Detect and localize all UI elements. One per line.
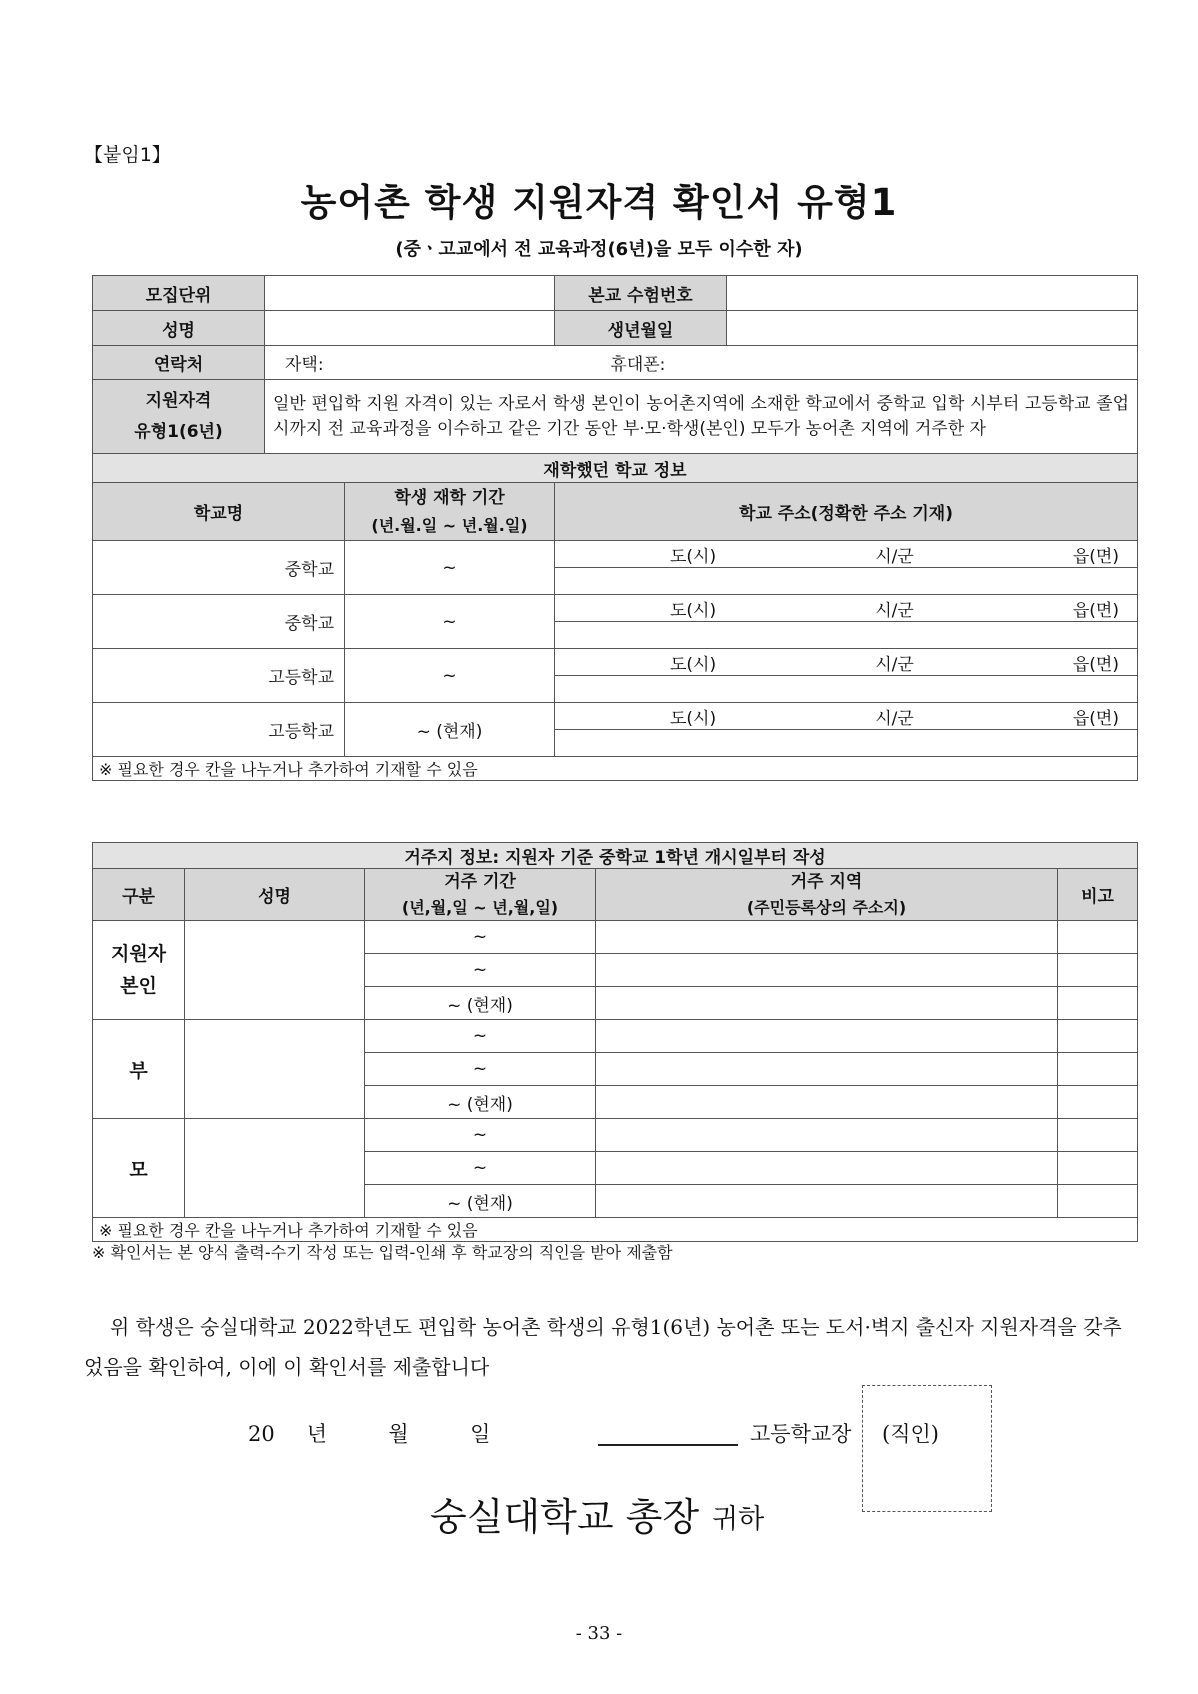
- province-label: 도(시): [670, 600, 717, 621]
- residence-period-cell[interactable]: ~: [365, 954, 596, 987]
- school-address-header: 학교 주소(정확한 주소 기재): [555, 483, 1138, 541]
- province-label: 도(시): [670, 654, 717, 675]
- resident-name-header: 성명: [185, 869, 365, 921]
- residence-region-cell[interactable]: [596, 1185, 1058, 1218]
- city-label: 시/군: [875, 654, 914, 675]
- school-name-cell[interactable]: 중학교: [93, 595, 345, 649]
- date-day-unit: 일: [470, 1422, 491, 1446]
- residence-period-cell[interactable]: ~: [365, 1053, 596, 1086]
- residence-period-cell[interactable]: ~: [365, 1020, 596, 1053]
- resident-name-cell[interactable]: [185, 921, 365, 1020]
- residence-period-cell[interactable]: ~: [365, 921, 596, 954]
- mother-group-label: 모: [93, 1119, 185, 1218]
- seal-label: (직인): [882, 1422, 939, 1446]
- city-label: 시/군: [875, 708, 914, 729]
- school-note: ※ 필요한 경우 칸을 나누거나 추가하여 기재할 수 있음: [93, 757, 1138, 781]
- remark-cell[interactable]: [1058, 987, 1138, 1020]
- residence-region-cell[interactable]: [596, 1053, 1058, 1086]
- remark-cell[interactable]: [1058, 921, 1138, 954]
- study-period-cell[interactable]: ~: [345, 595, 555, 649]
- school-address-region[interactable]: [555, 595, 1138, 622]
- name-field[interactable]: [265, 311, 555, 346]
- remark-cell[interactable]: [1058, 1086, 1138, 1119]
- exam-number-label: 본교 수험번호: [555, 276, 727, 311]
- residence-region-cell[interactable]: [596, 1020, 1058, 1053]
- type-header: 구분: [93, 869, 185, 921]
- date-year-unit: 년: [306, 1422, 327, 1446]
- birthdate-label: 생년월일: [555, 311, 727, 346]
- mobile-phone-label: 휴대폰:: [610, 355, 666, 375]
- residence-table: [92, 842, 1138, 1242]
- recruit-unit-field[interactable]: [265, 276, 555, 311]
- qualification-text: 일반 편입학 지원 자격이 있는 자로서 학생 본인이 농어촌지역에 소재한 학교에서 중학교 입학 시부터 고등학교 졸업 시까지 전 교육과정을 이수하고 같은 기간 동안 부·모·학생(본인) 모두가 농어촌 지역에 거주한 자: [265, 380, 1138, 454]
- remark-cell[interactable]: [1058, 1053, 1138, 1086]
- page-number: - 33 -: [575, 1623, 623, 1644]
- recruit-unit-label: 모집단위: [93, 276, 265, 311]
- school-address-detail[interactable]: [555, 622, 1138, 649]
- residence-region-cell[interactable]: [596, 954, 1058, 987]
- remark-header: 비고: [1058, 869, 1138, 921]
- residence-note: ※ 필요한 경우 칸을 나누거나 추가하여 기재할 수 있음: [93, 1218, 1138, 1242]
- residence-region-cell[interactable]: [596, 1119, 1058, 1152]
- study-period-header-line1: 학생 재학 기간: [394, 487, 505, 508]
- residence-region-cell[interactable]: [596, 987, 1058, 1020]
- city-label: 시/군: [875, 546, 914, 567]
- applicant-group-label-line2: 본인: [120, 975, 157, 997]
- contact-field[interactable]: [265, 346, 1138, 380]
- page-subtitle: (중ㆍ고교에서 전 교육과정(6년)을 모두 이수한 자): [395, 239, 803, 260]
- remark-cell[interactable]: [1058, 1020, 1138, 1053]
- remark-cell[interactable]: [1058, 1152, 1138, 1185]
- school-name-cell[interactable]: 고등학교: [93, 703, 345, 757]
- applicant-school-table: [92, 275, 1138, 781]
- name-label: 성명: [93, 311, 265, 346]
- school-address-region[interactable]: [555, 649, 1138, 676]
- footer-note: ※ 확인서는 본 양식 출력-수기 작성 또는 입력-인쇄 후 학교장의 직인을 받아 제출함: [92, 1243, 673, 1262]
- residence-region-header-line2: (주민등록상의 주소지): [746, 897, 907, 917]
- school-name-cell[interactable]: 중학교: [93, 541, 345, 595]
- residence-region-cell[interactable]: [596, 921, 1058, 954]
- residence-region-cell[interactable]: [596, 1086, 1058, 1119]
- applicant-group-label-line1: 지원자: [110, 943, 167, 965]
- province-label: 도(시): [670, 546, 717, 567]
- attachment-label: 【붙임1】: [84, 144, 171, 166]
- school-section-title: 재학했던 학교 정보: [93, 454, 1138, 483]
- study-period-header-line2: (년.월.일 ~ 년.월.일): [371, 515, 528, 535]
- residence-period-cell[interactable]: ~ (현재): [365, 987, 596, 1020]
- town-label: 읍(면): [1072, 708, 1119, 729]
- school-address-detail[interactable]: [555, 568, 1138, 595]
- home-phone-label: 자택:: [285, 355, 324, 375]
- page-title: 농어촌 학생 지원자격 확인서 유형1: [300, 181, 898, 224]
- qualification-label-line2: 유형1(6년): [134, 421, 223, 442]
- town-label: 읍(면): [1072, 546, 1119, 567]
- qualification-label-line1: 지원자격: [145, 390, 212, 411]
- date-month-unit: 월: [388, 1422, 409, 1446]
- resident-name-cell[interactable]: [185, 1119, 365, 1218]
- study-period-header: [345, 483, 555, 541]
- contact-label: 연락처: [93, 346, 265, 380]
- residence-period-header-line1: 거주 기간: [444, 871, 516, 892]
- residence-section-title: 거주지 정보: 지원자 기준 중학교 1학년 개시일부터 작성: [93, 843, 1138, 869]
- remark-cell[interactable]: [1058, 1119, 1138, 1152]
- town-label: 읍(면): [1072, 654, 1119, 675]
- residence-region-header: [596, 869, 1058, 921]
- residence-period-cell[interactable]: ~: [365, 1119, 596, 1152]
- father-group-label: 부: [93, 1020, 185, 1119]
- residence-period-cell[interactable]: ~ (현재): [365, 1185, 596, 1218]
- residence-period-header: [365, 869, 596, 921]
- study-period-cell[interactable]: ~: [345, 649, 555, 703]
- town-label: 읍(면): [1072, 600, 1119, 621]
- school-address-region[interactable]: [555, 703, 1138, 730]
- school-name-header: 학교명: [93, 483, 345, 541]
- study-period-cell[interactable]: ~: [345, 541, 555, 595]
- remark-cell[interactable]: [1058, 954, 1138, 987]
- residence-period-cell[interactable]: ~: [365, 1152, 596, 1185]
- school-name-cell[interactable]: 고등학교: [93, 649, 345, 703]
- birthdate-field[interactable]: [727, 311, 1138, 346]
- resident-name-cell[interactable]: [185, 1020, 365, 1119]
- qualification-label: [93, 380, 265, 454]
- city-label: 시/군: [875, 600, 914, 621]
- school-address-detail[interactable]: [555, 730, 1138, 757]
- applicant-group-label: [93, 921, 185, 1020]
- exam-number-field[interactable]: [727, 276, 1138, 311]
- date-year[interactable]: 20: [248, 1422, 275, 1446]
- date-line: [248, 1418, 490, 1448]
- remark-cell[interactable]: [1058, 1185, 1138, 1218]
- principal-label: 고등학교장: [750, 1422, 852, 1446]
- recipient-suffix: 귀하: [712, 1504, 765, 1535]
- recipient: 숭실대학교 총장: [430, 1495, 700, 1539]
- seal-box: [862, 1385, 992, 1512]
- province-label: 도(시): [670, 708, 717, 729]
- confirmation-statement: 위 학생은 숭실대학교 2022학년도 편입학 농어촌 학생의 유형1(6년) 농어촌 또는 도서·벽지 출신자 지원자격을 갖추었음을 확인하여, 이에 이 확인서를 제출합니다: [84, 1315, 1122, 1379]
- residence-period-cell[interactable]: ~ (현재): [365, 1086, 596, 1119]
- school-name-blank[interactable]: [598, 1418, 738, 1446]
- residence-period-header-line2: (년,월,일 ~ 년,월,일): [401, 897, 559, 917]
- school-address-detail[interactable]: [555, 676, 1138, 703]
- school-address-region[interactable]: [555, 541, 1138, 568]
- study-period-cell[interactable]: ~ (현재): [345, 703, 555, 757]
- residence-region-cell[interactable]: [596, 1152, 1058, 1185]
- residence-region-header-line1: 거주 지역: [790, 871, 863, 892]
